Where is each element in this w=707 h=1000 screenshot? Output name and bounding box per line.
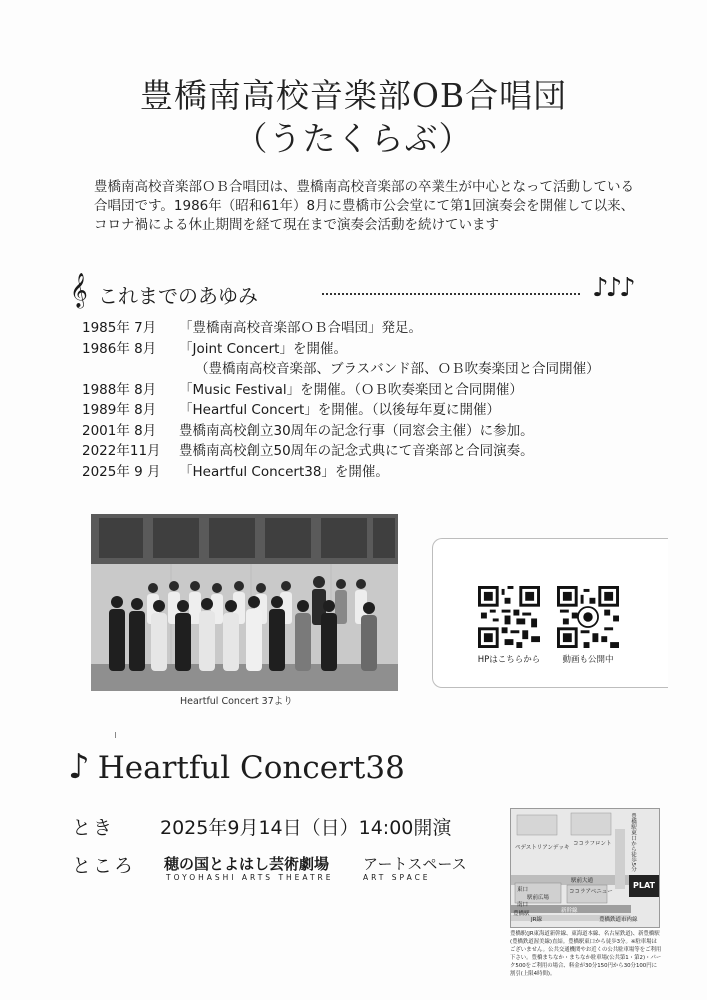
timeline-text: 「Heartful Concert」を開催。（以後毎年夏に開催）	[179, 402, 500, 418]
timeline-row	[82, 441, 682, 462]
dotted-leader	[322, 293, 580, 295]
choir-photo-illustration	[91, 514, 398, 691]
timeline-date: 2022年11月	[82, 443, 161, 459]
music-note-icon: ♪	[68, 747, 90, 787]
qr-panel	[432, 538, 668, 688]
timeline-row	[82, 359, 682, 380]
timeline-date: 2001年 8月	[82, 422, 157, 439]
history-title: これまでのあゆみ	[98, 284, 258, 308]
tick-mark	[115, 732, 116, 738]
concert-title-text: Heartful Concert38	[97, 750, 405, 786]
timeline-text: 「Heartful Concert38」を開催。	[179, 463, 389, 480]
timeline-date: 1986年 8月	[82, 340, 157, 357]
timeline-date: 1988年 8月	[82, 381, 157, 398]
map-label-east-exit: 東口	[517, 887, 529, 893]
map-label-pedestrian: ペデストリアンデッキ	[515, 845, 570, 851]
timeline-row	[82, 421, 682, 442]
video-qr-label: 動画も公開中	[562, 655, 614, 665]
map-label-jr: JR線	[531, 917, 542, 923]
hp-qr-label: HPはこちらから	[477, 655, 541, 665]
history-timeline	[82, 318, 682, 482]
map-label-cocolo-avenue: ココラアベニュー	[569, 889, 613, 895]
page-subtitle: （うたくらぶ）	[234, 119, 473, 158]
intro-paragraph: 豊橋南高校音楽部ＯＢ合唱団は、豊橋南高校音楽部の卒業生が中心となって活動している合唱団です。1986年（昭和61年）8月に豊橋市公会堂にて第1回演奏会を開催して以来、コロナ禍による休止期間を経て現在まで演奏会活動を続けています	[94, 179, 635, 233]
hp-qr-code[interactable]	[478, 586, 540, 648]
access-note: 豊橋駅(JR東海道新幹線、東海道本線、名古屋鉄道)、新豊橋駅(豊橋鉄道渥美線)直結。豊橋駅東口から徒歩3分。※駐車場はございません。公共交通機関やお近くの公共駐車場等をご利用下さい。豊橋まちなか・まちなか駐車場(公共第1・第2)・パーク500をご利用の場合、料金が30分150円から30分100円に割引(上限4時間)。	[510, 931, 662, 977]
map-label-walk: 豊橋駅東口から徒歩5分	[630, 813, 636, 872]
where-label: ところ	[72, 855, 136, 877]
map-label-station-plaza: 駅前広場	[527, 895, 550, 901]
room-name-en: ART SPACE	[363, 873, 431, 882]
when-label: とき	[72, 817, 115, 839]
venue-name: 穂の国とよはし芸術劇場	[164, 855, 330, 873]
timeline-date: 1985年 7月	[82, 320, 157, 336]
map-label-toyohashi-station: 豊橋駅	[513, 911, 530, 917]
page-title: 豊橋南高校音楽部OB合唱団	[139, 76, 568, 115]
venue-name-en: TOYOHASHI ARTS THEATRE	[166, 873, 334, 882]
timeline-row	[82, 339, 682, 360]
when-value: 2025年9月14日（日）14:00開演	[160, 817, 452, 839]
photo-caption: Heartful Concert 37より	[180, 696, 293, 707]
timeline-date: 2025年 9 月	[82, 463, 161, 480]
map-label-ekimae: 駅前大通	[571, 878, 594, 884]
timeline-text: （豊橋南高校音楽部、ブラスバンド部、ＯＢ吹奏楽団と合同開催）	[195, 361, 600, 377]
map-label-tram: 豊橋鉄道市内線	[599, 917, 638, 923]
timeline-date: 1989年 8月	[82, 402, 157, 418]
map-label-plat: PLAT	[633, 881, 655, 890]
map-graphic	[511, 809, 660, 928]
concert-title	[68, 747, 405, 787]
timeline-row	[82, 380, 682, 401]
timeline-text: 「Joint Concert」を開催。	[179, 340, 347, 357]
room-name: アートスペース	[363, 855, 467, 873]
timeline-date	[82, 359, 179, 380]
timeline-row	[82, 400, 682, 421]
access-map	[510, 808, 660, 928]
video-qr-code[interactable]	[557, 586, 619, 648]
map-label-cocolo: ココラフロント	[573, 841, 612, 847]
map-label-south-exit: 南口	[517, 902, 529, 908]
history-header	[70, 275, 660, 311]
map-label-shinkansen: 新幹線	[561, 908, 578, 914]
timeline-text: 豊橋南高校創立50周年の記念式典にて音楽部と合同演奏。	[179, 443, 534, 459]
treble-clef-icon: 𝄞	[70, 273, 88, 308]
timeline-text: 豊橋南高校創立30周年の記念行事（同窓会主催）に参加。	[179, 422, 534, 439]
music-notes-icon: ♪♪♪	[592, 273, 633, 303]
timeline-text: 「豊橋南高校音楽部ＯＢ合唱団」発足。	[179, 320, 422, 336]
group-photo	[91, 514, 398, 691]
timeline-text: 「Music Festival」を開催。（ＯＢ吹奏楽団と合同開催）	[179, 381, 523, 398]
timeline-row	[82, 462, 682, 483]
timeline-row	[82, 318, 682, 339]
